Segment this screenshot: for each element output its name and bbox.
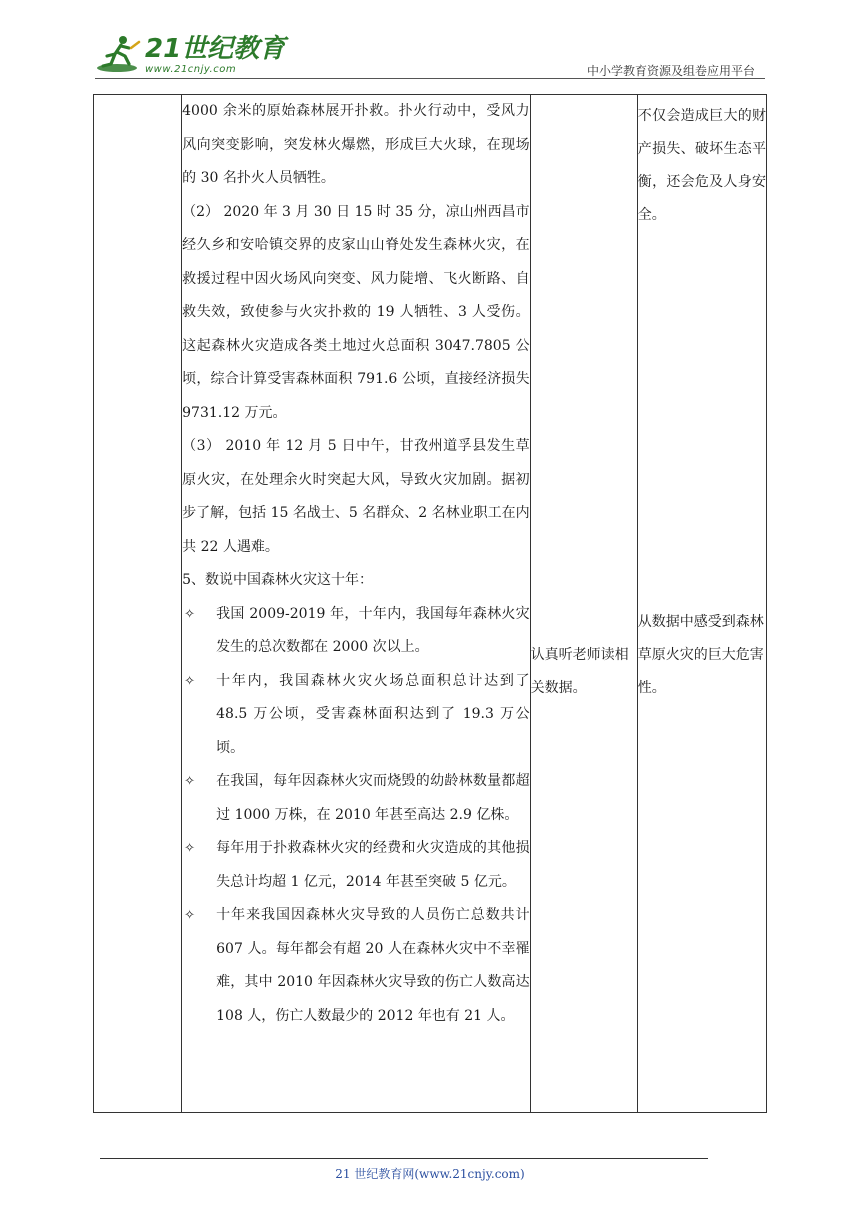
list-item: ✧ 十年内，我国森林火灾火场总面积总计达到了 48.5 万公顷，受害森林面积达到了 19.3 万公顷。	[182, 665, 530, 766]
design-intent-cell	[637, 95, 766, 1113]
list-item: ✧ 每年用于扑救森林火灾的经费和火灾造成的其他损失总计均超 1 亿元，2014 年甚至突破 5 亿元。	[182, 832, 530, 899]
header-divider	[95, 78, 765, 79]
case-3-text: （3） 2010 年 12 月 5 日中午，甘孜州道孚县发生草原火灾，在处理余火时突起大风，导致火灾加剧。据初步了解，包括 15 名战士、5 名群众、2 名林业职工在内共 22 人遇难。	[182, 438, 530, 555]
logo-text: 21世纪教育	[145, 34, 286, 64]
teacher-activity-cell	[182, 95, 531, 1113]
stage-cell	[94, 95, 182, 1113]
footer-text: 21 世纪教育网(www.21cnjy.com)	[335, 1167, 525, 1181]
intent-bottom-text: 从数据中感受到森林草原火灾的巨大危害性。	[637, 614, 764, 696]
diamond-bullet-icon: ✧	[184, 673, 196, 689]
logo-url: www.21cnjy.com	[145, 64, 237, 75]
runner-logo-icon	[95, 34, 141, 74]
diamond-bullet-icon: ✧	[184, 774, 196, 789]
diamond-bullet-icon: ✧	[184, 841, 196, 856]
case-2-text: （2） 2020 年 3 月 30 日 15 时 35 分，凉山州西昌市经久乡和安哈镇交界的皮家山山脊处发生森林火灾，在救援过程中因火场风向突变、风力陡增、飞火断路、自救失效，致使参与火灾扑救的 19 人牺牲、3 人受伤。这起森林火灾造成各类土地过火总面积 3047.7805 公顷，综合计算受害森林面积 791.6 公顷，直接经济损失 9731.12 万元。	[182, 203, 530, 421]
page-header	[95, 30, 765, 80]
list-item: ✧ 我国 2009-2019 年，十年内，我国每年森林火灾发生的总次数都在 2000 次以上。	[182, 598, 530, 665]
list-item: ✧ 十年来我国因森林火灾导致的人员伤亡总数共计 607 人。每年都会有超 20 人在森林火灾中不幸罹难，其中 2010 年因森林火灾导致的伤亡人数高达 108 人，伤亡人数最少的 2012 年也有 21 人。	[182, 899, 530, 1033]
site-logo	[95, 34, 295, 74]
lesson-table	[93, 94, 767, 1113]
student-activity-text: 认真听老师读相关数据。	[530, 647, 629, 696]
section-heading: 5、数说中国森林火灾这十年：	[182, 572, 374, 588]
diamond-bullet-icon: ✧	[184, 606, 196, 622]
case-1-text: 4000 余米的原始森林展开扑救。扑火行动中，受风力风向突变影响，突发林火爆燃，形成巨大火球，在现场的 30 名扑火人员牺牲。	[182, 103, 530, 186]
student-activity-cell	[530, 95, 637, 1113]
platform-name: 中小学教育资源及组卷应用平台	[586, 64, 755, 78]
footer-divider	[100, 1158, 708, 1159]
diamond-bullet-icon: ✧	[184, 908, 196, 923]
intent-top-text: 不仅会造成巨大的财产损失、破坏生态平衡，还会危及人身安全。	[637, 108, 766, 223]
list-item: ✧ 在我国，每年因森林火灾而烧毁的幼龄林数量都超过 1000 万株，在 2010 年甚至高达 2.9 亿株。	[182, 765, 530, 832]
